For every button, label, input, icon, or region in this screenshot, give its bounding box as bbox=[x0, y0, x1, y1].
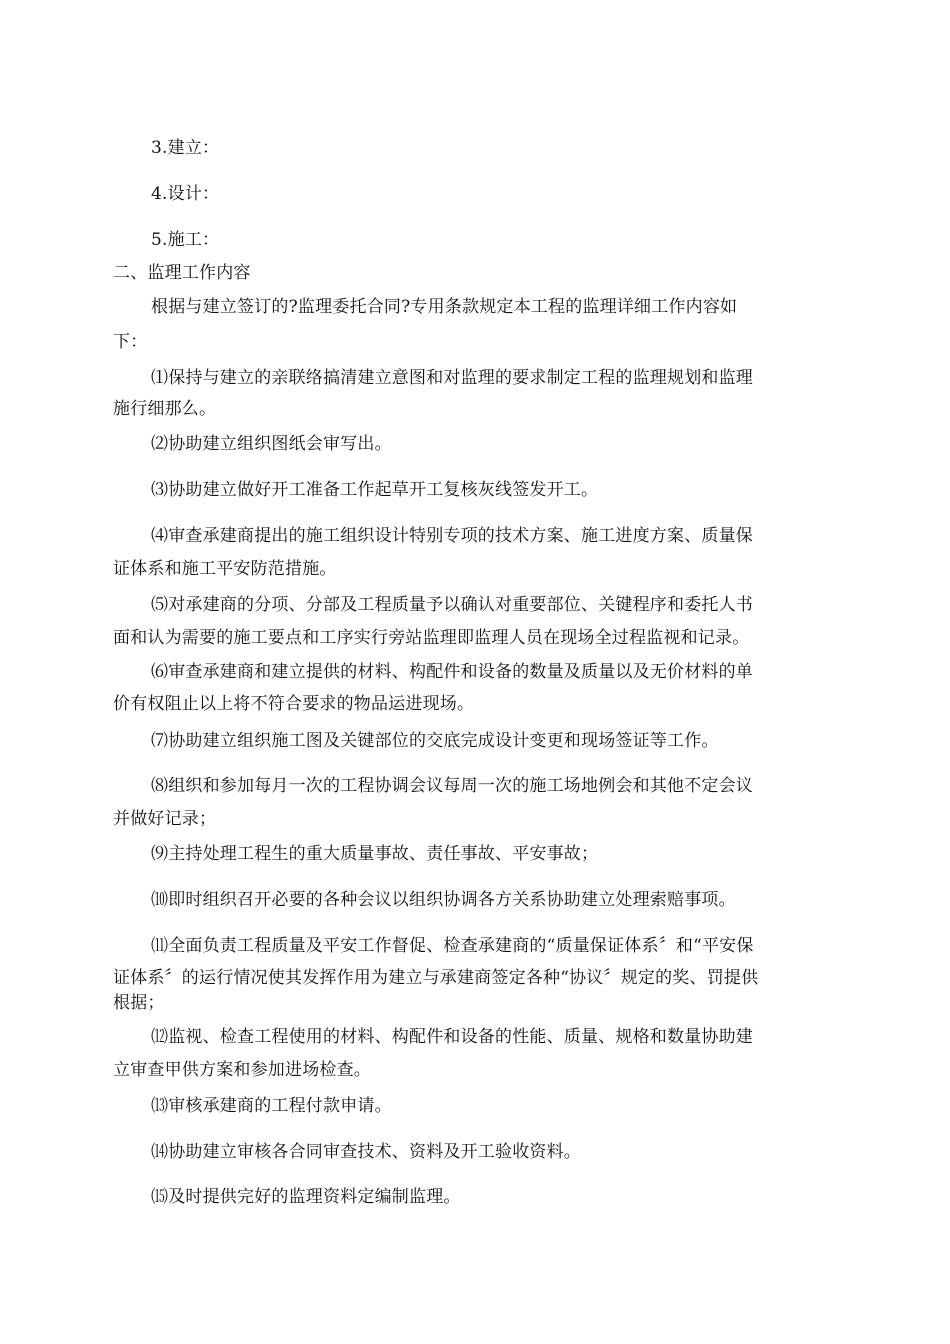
paragraph-4-line-1: ⑷审查承建商提出的施工组织设计特别专项的技术方案、施工进度方案、质量保 bbox=[151, 526, 753, 546]
paragraph-10: ⑽即时组织召开必要的各种会议以组织协调各方关系协助建立处理索赔事项。 bbox=[151, 890, 736, 910]
section-heading: 二、监理工作内容 bbox=[113, 263, 251, 283]
paragraph-8-line-1: ⑻组织和参加每月一次的工程协调会议每周一次的施工场地例会和其他不定会议 bbox=[151, 776, 753, 796]
paragraph-5-line-2: 面和认为需要的施工要点和工序实行旁站监理即监理人员在现场全过程监视和记录。 bbox=[113, 628, 750, 648]
paragraph-11-line-1: ⑾全面负责工程质量及平安工作督促、检查承建商的“质量保证体系〞和“平安保 bbox=[151, 936, 754, 956]
paragraph-5-line-1: ⑸对承建商的分项、分部及工程质量予以确认对重要部位、关键程序和委托人书 bbox=[151, 595, 753, 615]
paragraph-4-line-2: 证体系和施工平安防范措施。 bbox=[113, 559, 337, 579]
paragraph-11-line-2: 证体系〞的运行情况使其发挥作用为建立与承建商签定各种“协议〞规定的奖、罚提供 bbox=[113, 968, 759, 988]
paragraph-7: ⑺协助建立组织施工图及关键部位的交底完成设计变更和现场签证等工作。 bbox=[151, 731, 719, 751]
paragraph-12-line-2: 立审查甲供方案和参加进场检查。 bbox=[113, 1060, 371, 1080]
item-4-design: 4.设计： bbox=[151, 184, 220, 204]
paragraph-9: ⑼主持处理工程生的重大质量事故、责任事故、平安事故； bbox=[151, 844, 599, 864]
paragraph-3: ⑶协助建立做好开工准备工作起草开工复核灰线签发开工。 bbox=[151, 480, 599, 500]
item-5-construction: 5.施工： bbox=[151, 230, 220, 250]
paragraph-12-line-1: ⑿监视、检查工程使用的材料、构配件和设备的性能、质量、规格和数量协助建 bbox=[151, 1027, 753, 1047]
paragraph-1-line-1: ⑴保持与建立的亲联络搞清建立意图和对监理的要求制定工程的监理规划和监理 bbox=[151, 368, 753, 388]
paragraph-11-line-3: 根据； bbox=[113, 993, 165, 1013]
paragraph-6-line-2: 价有权阻止以上将不符合要求的物品运进现场。 bbox=[113, 694, 475, 714]
item-3-building: 3.建立： bbox=[151, 138, 220, 158]
paragraph-1-line-2: 施行细那么。 bbox=[113, 399, 217, 419]
paragraph-13: ⒀审核承建商的工程付款申请。 bbox=[151, 1096, 392, 1116]
paragraph-15: ⒂及时提供完好的监理资料定编制监理。 bbox=[151, 1187, 461, 1207]
paragraph-14: ⒁协助建立审核各合同审查技术、资料及开工验收资料。 bbox=[151, 1142, 581, 1162]
paragraph-2: ⑵协助建立组织图纸会审写出。 bbox=[151, 434, 392, 454]
paragraph-6-line-1: ⑹审查承建商和建立提供的材料、构配件和设备的数量及质量以及无价材料的单 bbox=[151, 662, 753, 682]
paragraph-8-line-2: 并做好记录； bbox=[113, 809, 217, 829]
intro-line-2: 下： bbox=[113, 332, 148, 352]
intro-line-1: 根据与建立签订的?监理委托合同?专用条款规定本工程的监理详细工作内容如 bbox=[151, 297, 738, 317]
